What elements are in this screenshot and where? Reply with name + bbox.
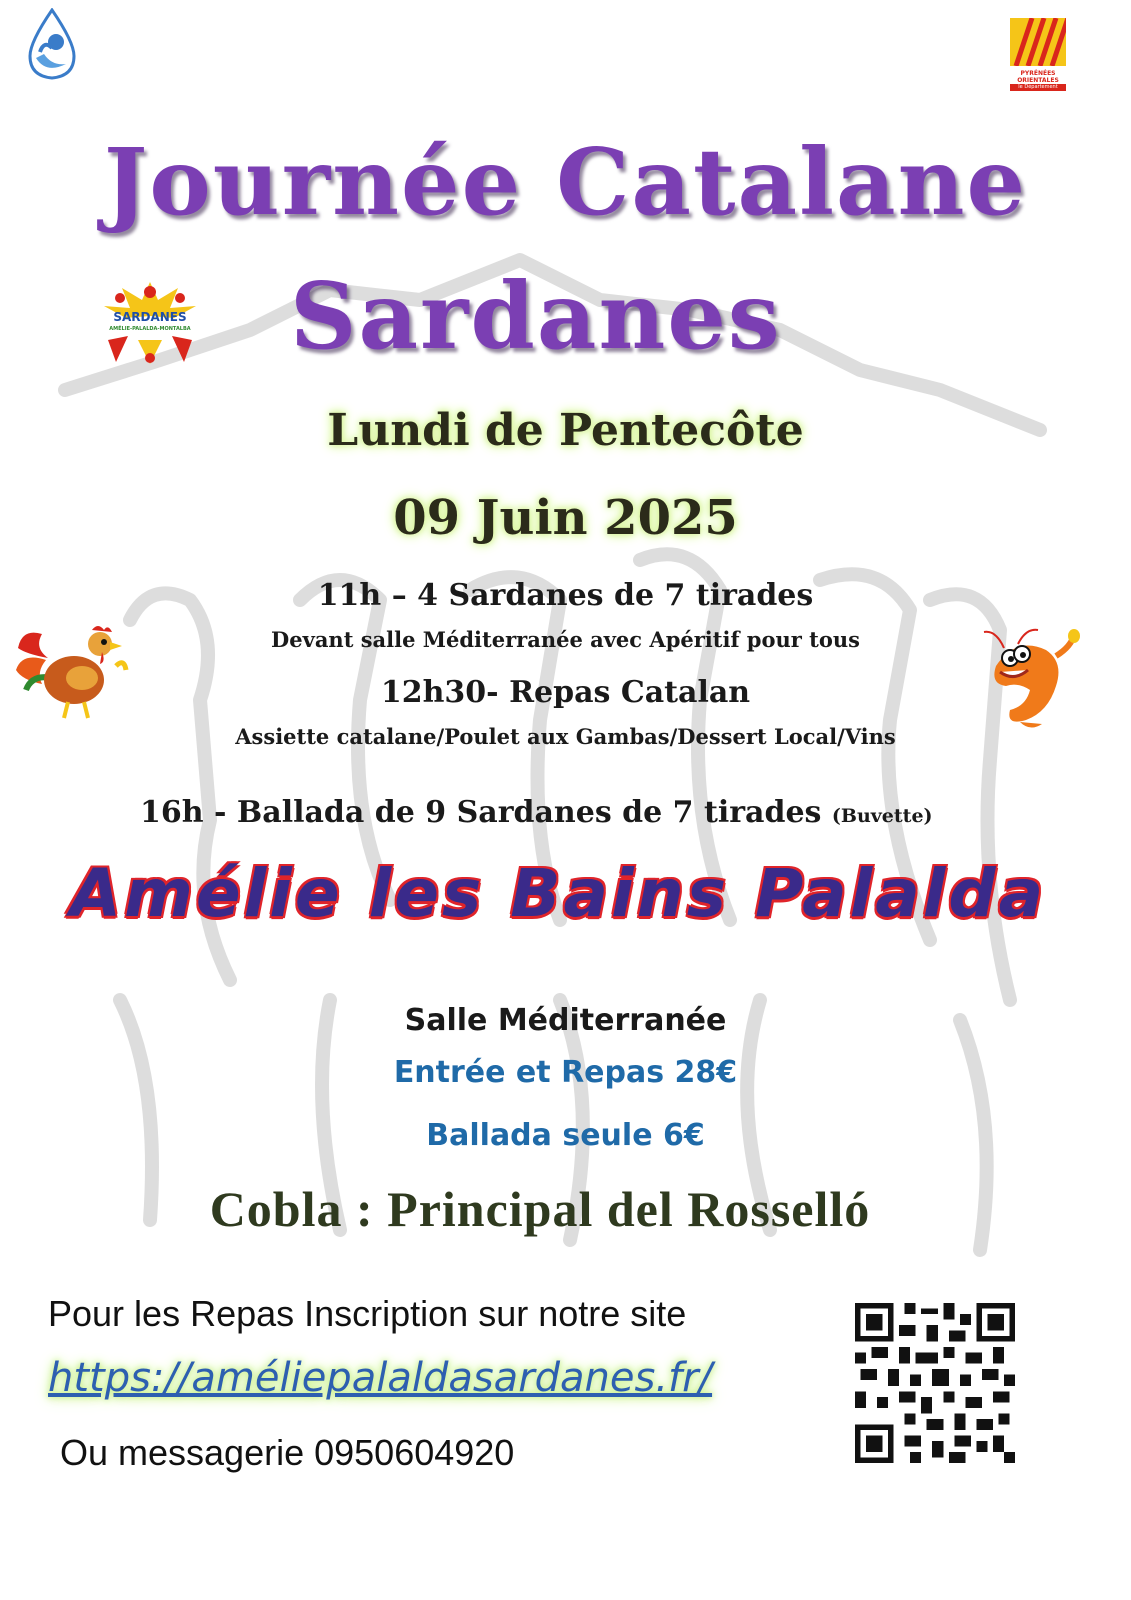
department-logo — [1010, 18, 1066, 90]
price-meal-entry: Entrée et Repas 28€ — [393, 1055, 738, 1090]
phone-contact: Ou messagerie 0950604920 — [60, 1432, 515, 1473]
schedule-item3-note: (Buvette) — [831, 805, 933, 827]
department-logo-subtext: le Département — [1010, 84, 1066, 91]
signup-text: Pour les Repas Inscription sur notre site — [48, 1293, 687, 1334]
water-drop-logo-icon — [22, 8, 82, 80]
town-name: Amélie les Bains Palalda — [70, 855, 1047, 932]
shrimp-icon — [976, 626, 1082, 734]
sardanes-dancers-logo-icon — [98, 278, 202, 370]
department-logo-text: PYRÉNÉES ORIENTALES — [1017, 70, 1059, 84]
department-flag-icon — [1010, 18, 1066, 66]
rooster-icon — [12, 618, 130, 724]
main-title-line1: Journée Catalane — [103, 128, 1028, 236]
price-ballada-only: Ballada seule 6€ — [426, 1118, 705, 1153]
venue-hall: Salle Méditerranée — [404, 1003, 727, 1038]
schedule-item1-detail: Devant salle Méditerranée avec Apéritif pour tous — [271, 627, 860, 652]
qr-code-icon[interactable] — [855, 1303, 1015, 1463]
sardanes-logo-subtext: AMÉLIE-PALALDA-MONTALBA — [109, 326, 191, 332]
event-day: Lundi de Pentecôte — [327, 405, 804, 456]
cobla-name: Cobla : Principal del Rosselló — [209, 1181, 871, 1237]
schedule-item2-title: 12h30- Repas Catalan — [380, 675, 751, 710]
sardanes-logo — [98, 278, 202, 370]
website-link[interactable]: https://améliepalaldasardanes.fr/ — [48, 1355, 713, 1401]
main-title-line2: Sardanes — [290, 262, 782, 370]
schedule-item1-title: 11h – 4 Sardanes de 7 tirades — [317, 578, 814, 613]
schedule-item3 — [140, 795, 933, 830]
schedule-item2-detail: Assiette catalane/Poulet aux Gambas/Dessert Local/Vins — [235, 724, 896, 749]
schedule-item3-title: 16h - Ballada de 9 Sardanes de 7 tirades — [140, 795, 822, 830]
event-date: 09 Juin 2025 — [393, 490, 738, 546]
sardanes-logo-text: SARDANES — [113, 310, 187, 324]
